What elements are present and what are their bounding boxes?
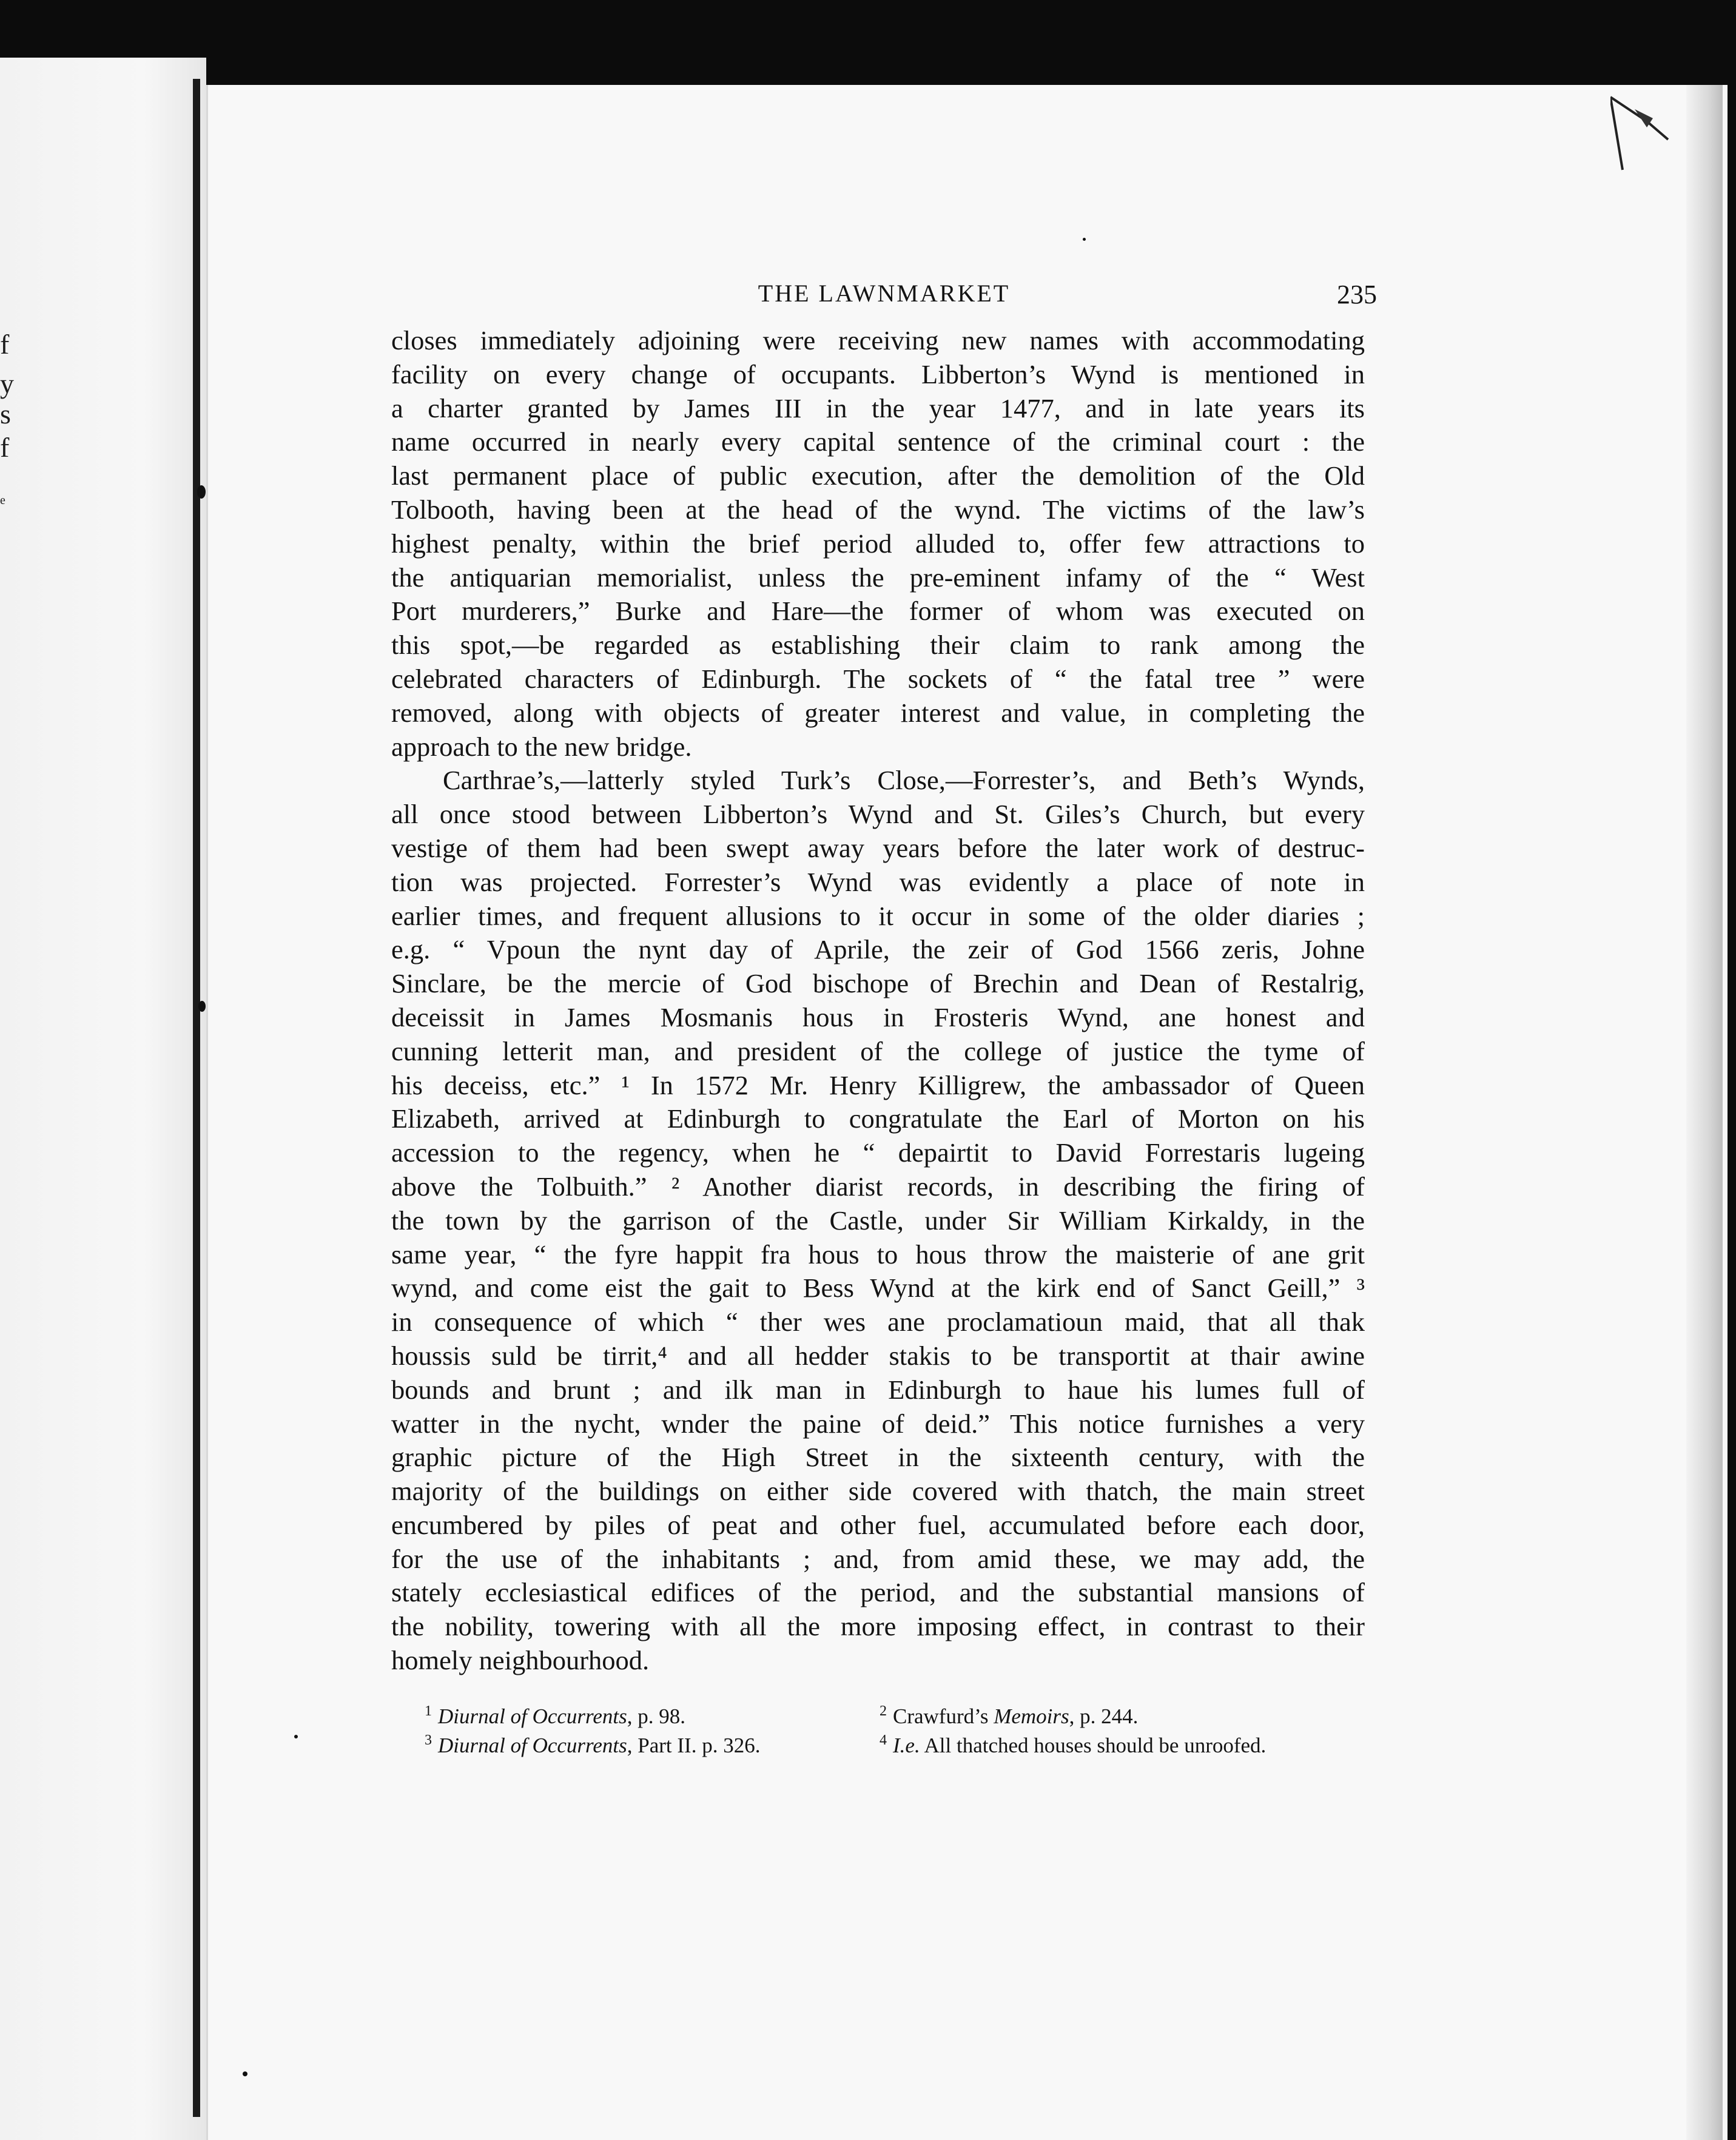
footnote-title: I.e.	[893, 1734, 920, 1757]
text-line: Port murderers,” Burke and Hare—the former of whom was executed on	[391, 596, 1365, 627]
text-line: removed, along with objects of greater interest and value, in completing the	[391, 697, 1365, 728]
facing-page-fragment: e	[0, 494, 5, 507]
footnote-text: , p. 98.	[627, 1704, 685, 1728]
footnote-marker: 3	[425, 1732, 432, 1749]
text-line: highest penalty, within the brief period alluded to, offer few attractions to	[391, 528, 1365, 559]
text-line: celebrated characters of Edinburgh. The sockets of “ the fatal tree ” were	[391, 663, 1365, 694]
text-line: closes immediately adjoining were receiving new names with accommodating	[391, 325, 1365, 355]
footnote-title: Memoirs	[994, 1704, 1069, 1728]
footnote-text: , Part II. p. 326.	[627, 1734, 761, 1757]
facing-page-fragment: y	[0, 368, 14, 399]
text-line: above the Tolbuith.” ² Another diarist records, in describing the firing of	[391, 1171, 1365, 1202]
text-line: stately ecclesiastical edifices of the period, and the substantial mansions of	[391, 1577, 1365, 1608]
footnote-marker: 4	[880, 1732, 887, 1749]
text-line: the nobility, towering with all the more imposing effect, in contrast to their	[391, 1611, 1365, 1642]
text-line: in consequence of which “ ther wes ane proclamatioun maid, that all thak	[391, 1307, 1365, 1338]
text-line: approach to the new bridge.	[391, 731, 692, 762]
text-line: graphic picture of the High Street in the sixteenth century, with the	[391, 1442, 1365, 1473]
footnote-3	[425, 1732, 760, 1759]
text-line: cunning letterit man, and president of the college of justice the tyme of	[391, 1035, 1365, 1066]
text-line: Tolbooth, having been at the head of the wynd. The victims of the law’s	[391, 494, 1365, 525]
text-line: majority of the buildings on either side covered with thatch, the main street	[391, 1476, 1365, 1507]
text-line: same year, “ the fyre happit fra hous to hous throw the maisterie of ane grit	[391, 1239, 1365, 1270]
text-line: homely neighbourhood.	[391, 1645, 650, 1676]
text-line: encumbered by piles of peat and other fuel, accumulated before each door,	[391, 1509, 1365, 1540]
text-line: tion was projected. Forrester’s Wynd was evidently a place of note in	[391, 866, 1365, 897]
text-line: Carthrae’s,—latterly styled Turk’s Close,—Forrester’s, and Beth’s Wynds,	[443, 765, 1365, 796]
text-line: bounds and brunt ; and ilk man in Edinburgh to haue his lumes full of	[391, 1374, 1365, 1405]
text-line: vestige of them had been swept away years before the later work of destruc-	[391, 832, 1365, 863]
text-line: the town by the garrison of the Castle, under Sir William Kirkaldy, in the	[391, 1205, 1365, 1236]
binding-mark	[197, 485, 206, 499]
text-line: facility on every change of occupants. Libberton’s Wynd is mentioned in	[391, 358, 1365, 389]
footnote-2	[880, 1703, 1138, 1730]
facing-page-gutter-edge	[193, 79, 200, 2117]
footnote-1	[425, 1703, 685, 1730]
running-title: THE LAWNMARKET	[758, 280, 1011, 307]
text-line: e.g. “ Vpoun the nynt day of Aprile, the zeir of God 1566 zeris, Johne	[391, 934, 1365, 965]
text-line: watter in the nycht, wnder the paine of deid.” This notice furnishes a very	[391, 1408, 1365, 1439]
binding-mark	[198, 1001, 206, 1012]
text-line: deceissit in James Mosmanis hous in Frosteris Wynd, ane honest and	[391, 1001, 1365, 1032]
facing-page-fragment: s	[0, 399, 11, 429]
text-line: accession to the regency, when he “ depairtit to David Forrestaris lugeing	[391, 1137, 1365, 1168]
text-line: name occurred in nearly every capital sentence of the criminal court : the	[391, 426, 1365, 457]
facing-page-fragment: f	[0, 432, 10, 463]
text-line: the antiquarian memorialist, unless the pre-eminent infamy of the “ West	[391, 562, 1365, 593]
text-line: a charter granted by James III in the year 1477, and in late years its	[391, 392, 1365, 423]
text-line: wynd, and come eist the gait to Bess Wynd at the kirk end of Sanct Geill,” ³	[391, 1273, 1365, 1304]
dust-speck	[1083, 238, 1086, 241]
dust-speck	[294, 1735, 298, 1738]
footnote-title: Diurnal of Occurrents	[438, 1734, 627, 1757]
text-line: Sinclare, be the mercie of God bischope of Brechin and Dean of Restalrig,	[391, 968, 1365, 999]
page-edge-shadow	[1686, 85, 1723, 2140]
footnote-title: Diurnal of Occurrents	[438, 1704, 627, 1728]
facing-page-fragment: f	[0, 329, 10, 360]
facing-page	[0, 58, 206, 2140]
footnote-marker: 1	[425, 1703, 432, 1720]
text-line: his deceiss, etc.” ¹ In 1572 Mr. Henry Killigrew, the ambassador of Queen	[391, 1069, 1365, 1100]
footnote-4	[880, 1732, 1266, 1759]
text-line: earlier times, and frequent allusions to it occur in some of the older diaries ;	[391, 900, 1365, 931]
footnote-text: Crawfurd’s	[893, 1704, 994, 1728]
footnote-marker: 2	[880, 1703, 887, 1720]
page-corner-fold	[1610, 85, 1683, 176]
text-line: this spot,—be regarded as establishing their claim to rank among the	[391, 630, 1365, 661]
page-header	[391, 279, 1377, 321]
text-line: Elizabeth, arrived at Edinburgh to congratulate the Earl of Morton on his	[391, 1103, 1365, 1134]
text-line: all once stood between Libberton’s Wynd and St. Giles’s Church, but every	[391, 799, 1365, 830]
text-line: last permanent place of public execution, after the demolition of the Old	[391, 460, 1365, 491]
body-text	[391, 324, 1365, 1678]
page-number: 235	[1337, 280, 1377, 309]
text-line: for the use of the inhabitants ; and, from amid these, we may add, the	[391, 1543, 1365, 1574]
footnote-text: All thatched houses should be unroofed.	[920, 1734, 1267, 1757]
dust-speck	[243, 2071, 247, 2076]
text-line: houssis suld be tirrit,⁴ and all hedder stakis to be transportit at thair awine	[391, 1340, 1365, 1371]
footnote-text: , p. 244.	[1069, 1704, 1139, 1728]
